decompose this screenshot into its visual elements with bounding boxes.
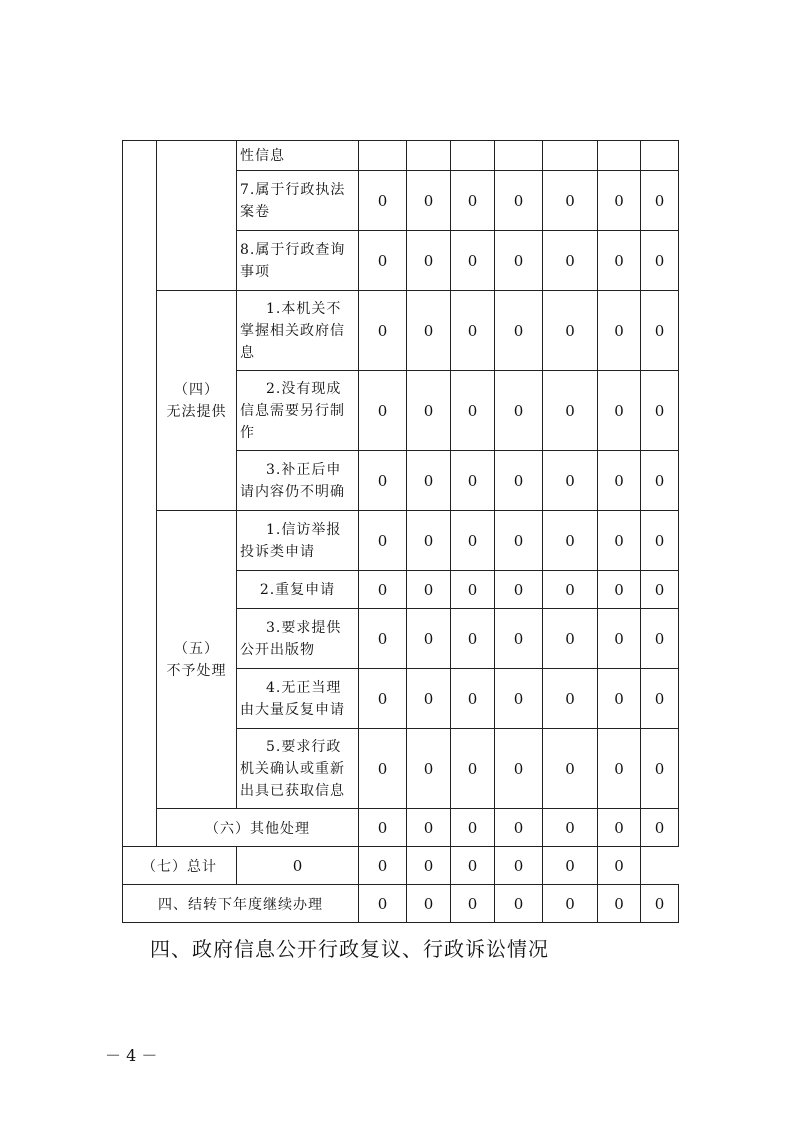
category-cell — [157, 291, 237, 511]
value-cell: 0 — [641, 885, 679, 923]
value-cell: 0 — [407, 171, 451, 231]
value-cell: 0 — [598, 291, 641, 371]
reason-text-line: 由大量反复申请 — [240, 701, 345, 718]
value-cell: 0 — [495, 885, 543, 923]
value-cell: 0 — [359, 291, 407, 371]
value-cell: 0 — [407, 809, 451, 847]
value-cell: 0 — [359, 171, 407, 231]
category-label-line: 无法提供 — [166, 403, 227, 420]
value-cell — [543, 141, 598, 171]
value-cell: 0 — [451, 291, 495, 371]
reason-text-line: 8.属于行政查询 — [240, 241, 346, 258]
value-cell: 0 — [359, 809, 407, 847]
value-cell: 0 — [543, 809, 598, 847]
value-cell: 0 — [495, 371, 543, 451]
value-cell: 0 — [495, 171, 543, 231]
value-cell: 0 — [495, 571, 543, 609]
value-cell: 0 — [543, 231, 598, 291]
reason-text-line: 2.重复申请 — [259, 581, 336, 598]
reason-text-line: 请内容仍不明确 — [240, 483, 345, 500]
value-cell: 0 — [451, 847, 495, 885]
value-cell: 0 — [598, 451, 641, 511]
reason-cell — [237, 141, 359, 171]
value-cell: 0 — [641, 809, 679, 847]
table-row — [123, 511, 679, 571]
value-cell: 0 — [237, 847, 359, 885]
reason-text-line: 2.没有现成 — [266, 380, 342, 397]
reason-text-line: 1.本机关不 — [266, 300, 342, 317]
category-label-line: 不予处理 — [166, 662, 227, 679]
value-cell: 0 — [598, 371, 641, 451]
value-cell: 0 — [407, 291, 451, 371]
reason-text-line: 事项 — [240, 263, 270, 280]
value-cell: 0 — [598, 885, 641, 923]
value-cell: 0 — [641, 231, 679, 291]
category-label-line: （四） — [174, 381, 219, 398]
value-cell: 0 — [543, 511, 598, 571]
page-number: － 4 － — [105, 1046, 158, 1065]
value-cell: 0 — [598, 609, 641, 669]
value-cell: 0 — [451, 511, 495, 571]
value-cell: 0 — [641, 291, 679, 371]
value-cell: 0 — [641, 171, 679, 231]
table-row — [123, 885, 679, 923]
value-cell: 0 — [543, 885, 598, 923]
reason-cell — [237, 571, 359, 609]
reason-cell — [237, 669, 359, 729]
value-cell: 0 — [407, 729, 451, 809]
value-cell: 0 — [543, 729, 598, 809]
reason-text-line: 案卷 — [240, 203, 270, 220]
value-cell: 0 — [543, 291, 598, 371]
category-label-line: （五） — [174, 640, 219, 657]
reason-cell — [237, 451, 359, 511]
value-cell: 0 — [598, 171, 641, 231]
value-cell: 0 — [598, 669, 641, 729]
value-cell: 0 — [543, 451, 598, 511]
value-cell: 0 — [641, 451, 679, 511]
value-cell: 0 — [495, 609, 543, 669]
value-cell: 0 — [451, 571, 495, 609]
reason-text-line: 性信息 — [240, 147, 285, 164]
table-row — [123, 141, 679, 171]
reason-text-line: 公开出版物 — [240, 641, 315, 658]
reason-text-line: 息 — [240, 344, 255, 361]
value-cell: 0 — [543, 847, 598, 885]
value-cell: 0 — [451, 451, 495, 511]
reason-text-line: 5.要求行政 — [266, 738, 342, 755]
value-cell: 0 — [543, 609, 598, 669]
reason-text-line: 掌握相关政府信 — [240, 322, 345, 339]
value-cell: 0 — [359, 511, 407, 571]
reason-text-line: 7.属于行政执法 — [240, 181, 346, 198]
value-cell: 0 — [359, 371, 407, 451]
table-row — [123, 847, 679, 885]
value-cell: 0 — [407, 669, 451, 729]
value-cell: 0 — [495, 511, 543, 571]
value-cell: 0 — [543, 571, 598, 609]
value-cell: 0 — [598, 571, 641, 609]
value-cell — [495, 141, 543, 171]
value-cell: 0 — [359, 231, 407, 291]
value-cell: 0 — [451, 609, 495, 669]
value-cell: 0 — [495, 451, 543, 511]
reason-text-line: 3.要求提供 — [266, 619, 342, 636]
value-cell: 0 — [495, 729, 543, 809]
value-cell: 0 — [641, 609, 679, 669]
value-cell: 0 — [451, 885, 495, 923]
value-cell: 0 — [495, 669, 543, 729]
reason-cell — [237, 291, 359, 371]
value-cell: 0 — [451, 729, 495, 809]
reason-cell — [237, 609, 359, 669]
value-cell: 0 — [543, 669, 598, 729]
value-cell: 0 — [359, 609, 407, 669]
value-cell: 0 — [598, 847, 641, 885]
value-cell: 0 — [598, 511, 641, 571]
value-cell: 0 — [641, 371, 679, 451]
value-cell: 0 — [641, 571, 679, 609]
value-cell: 0 — [359, 571, 407, 609]
reason-cell — [237, 511, 359, 571]
reason-cell — [237, 231, 359, 291]
value-cell: 0 — [495, 231, 543, 291]
reason-cell — [237, 171, 359, 231]
reason-text-line: 出具已获取信息 — [240, 782, 345, 799]
value-cell: 0 — [407, 847, 451, 885]
row-label: 四、结转下年度继续办理 — [123, 885, 359, 923]
reason-text-line: 信息需要另行制 — [240, 402, 345, 419]
row-label: （六）其他处理 — [157, 809, 359, 847]
value-cell: 0 — [407, 885, 451, 923]
value-cell: 0 — [359, 729, 407, 809]
value-cell: 0 — [598, 809, 641, 847]
value-cell: 0 — [451, 371, 495, 451]
reason-text-line: 3.补正后申 — [266, 461, 342, 478]
reason-text-line: 1.信访举报 — [266, 521, 342, 538]
value-cell: 0 — [598, 231, 641, 291]
value-cell — [359, 141, 407, 171]
value-cell: 0 — [451, 669, 495, 729]
value-cell: 0 — [451, 171, 495, 231]
value-cell: 0 — [543, 171, 598, 231]
value-cell: 0 — [407, 371, 451, 451]
value-cell: 0 — [641, 511, 679, 571]
disclosure-results-table — [122, 140, 679, 923]
value-cell: 0 — [359, 847, 407, 885]
value-cell: 0 — [598, 729, 641, 809]
value-cell: 0 — [359, 669, 407, 729]
value-cell: 0 — [407, 571, 451, 609]
value-cell — [451, 141, 495, 171]
category-cell — [157, 511, 237, 809]
value-cell: 0 — [641, 729, 679, 809]
value-cell — [641, 141, 679, 171]
value-cell: 0 — [407, 511, 451, 571]
value-cell: 0 — [495, 847, 543, 885]
value-cell: 0 — [359, 885, 407, 923]
section-heading: 四、政府信息公开行政复议、行政诉讼情况 — [150, 937, 549, 961]
reason-cell — [237, 371, 359, 451]
reason-cell — [237, 729, 359, 809]
value-cell: 0 — [407, 231, 451, 291]
reason-text-line: 作 — [240, 424, 255, 441]
category-blank-cell — [157, 141, 237, 291]
value-cell: 0 — [407, 451, 451, 511]
value-cell: 0 — [451, 809, 495, 847]
category-blank-cell — [123, 141, 157, 847]
row-label: （七）总计 — [123, 847, 237, 885]
reason-text-line: 投诉类申请 — [240, 543, 315, 560]
value-cell: 0 — [495, 809, 543, 847]
value-cell: 0 — [451, 231, 495, 291]
table-row — [123, 809, 679, 847]
reason-text-line: 机关确认或重新 — [240, 760, 345, 777]
value-cell: 0 — [359, 451, 407, 511]
value-cell: 0 — [407, 609, 451, 669]
value-cell: 0 — [495, 291, 543, 371]
value-cell — [407, 141, 451, 171]
value-cell: 0 — [543, 371, 598, 451]
table-row — [123, 291, 679, 371]
value-cell — [598, 141, 641, 171]
value-cell: 0 — [641, 669, 679, 729]
reason-text-line: 4.无正当理 — [266, 679, 342, 696]
